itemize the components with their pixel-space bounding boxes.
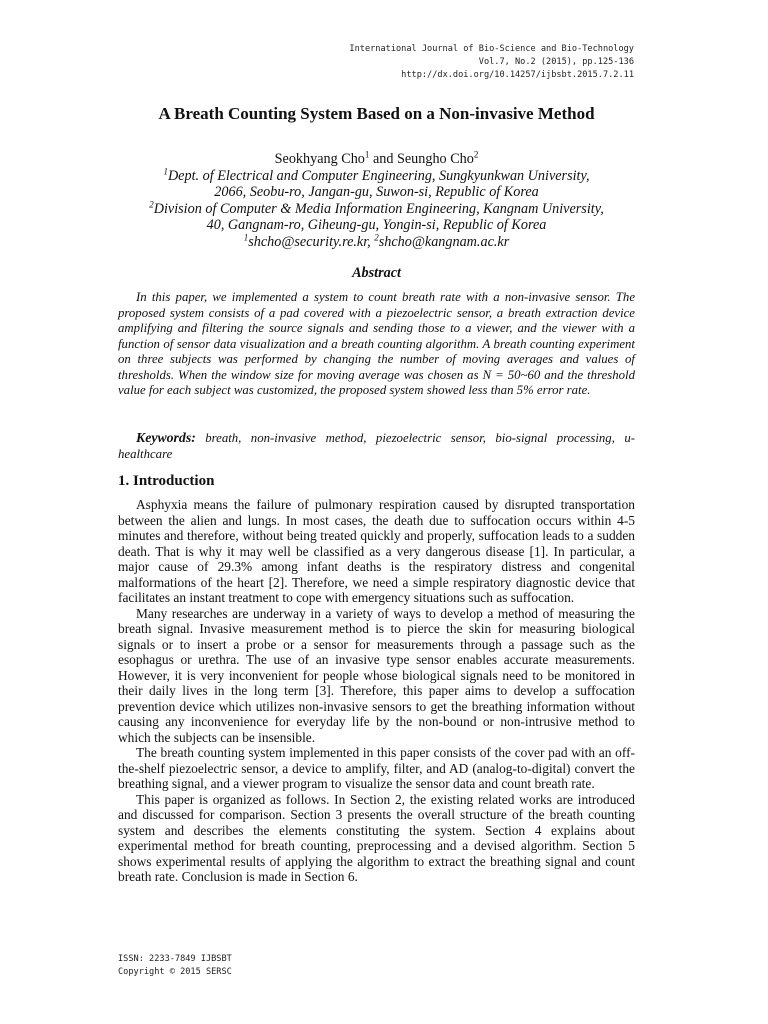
section-heading-introduction: 1. Introduction (118, 473, 215, 489)
author-2-sup: 2 (473, 149, 479, 160)
affiliation-1-sup: 1 (163, 165, 168, 176)
introduction-body (118, 497, 635, 885)
email-1[interactable]: shcho@security.re.kr, (248, 233, 375, 250)
author-1-sup: 1 (364, 149, 370, 160)
doi-link[interactable]: http://dx.doi.org/10.14257/ijbsbt.2015.7.2.11 (401, 70, 634, 80)
author-2: Seungho Cho (396, 151, 474, 167)
page-footer (118, 953, 418, 979)
journal-name: International Journal of Bio-Science and Bio-Technology (349, 44, 634, 54)
affiliation-2-sup: 2 (149, 198, 154, 209)
intro-paragraph: This paper is organized as follows. In Section 2, the existing related works are introduced and discussed for comparison. Section 3 presents the overall structure of the breath counting system and describes the elements constituting the system. Section 4 explains about experimental method for breath counting, preprocessing and a devised algorithm. Section 5 shows experimental results of applying the algorithm to extract the breathing signal and count breath rate. Conclusion is made in Section 6. (118, 791, 635, 884)
abstract-text: In this paper, we implemented a system to count breath rate with a non-invasive sensor. The proposed system consists of a pad covered with a piezoelectric sensor, a breath extraction device amplifying and filtering the source signals and sending those to a viewer, and the viewer with a function of sensor data visualization and a breath counting algorithm. A breath counting experiment on three subjects was performed by changing the number of moving averages and values of thresholds. When the window size for moving average was chosen as N = 50~60 and the threshold value for each subject was customized, the proposed system showed less than 5% error rate. (118, 290, 635, 397)
keywords-label: Keywords: (136, 430, 196, 445)
email-line (118, 231, 635, 251)
intro-paragraph: Asphyxia means the failure of pulmonary respiration caused by disrupted transportation between the alien and lungs. In most cases, the death due to suffocation occurs within 4-5 minutes and therefore, without being treated quickly and properly, suffocation leads to a sudden death. That is why it may well be classified as a very dangerous disease [1]. In particular, a major cause of 29.3% among infant deaths is the respiratory distress and congenital malformations of the heart [2]. Therefore, we need a simple respiratory diagnostic device that facilitates an instant treatment to cope with emergency situations such as suffocation. (118, 497, 635, 605)
author-line (118, 151, 635, 168)
author-block (118, 151, 635, 250)
email-2-sup: 2 (374, 231, 379, 242)
abstract-heading: Abstract (352, 265, 401, 281)
journal-volume: Vol.7, No.2 (2015), pp.125-136 (478, 57, 634, 67)
affiliation-2-line-2: 40, Gangnam-ro, Giheung-gu, Yongin-si, Republic of Korea (206, 217, 547, 233)
intro-paragraph: The breath counting system implemented in this paper consists of the cover pad with an off-the-shelf piezoelectric sensor, a device to amplify, filter, and AD (analog-to-digital) convert the breathing signal, and a viewer program to visualize the sensor data and count breath rate. (118, 745, 635, 791)
email-2[interactable]: shcho@kangnam.ac.kr (378, 233, 510, 250)
keywords (118, 430, 635, 462)
journal-header (134, 43, 634, 82)
intro-paragraph: Many researches are underway in a variety of ways to develop a method of measuring the breath signal. Invasive measurement method is to pierce the skin for measuring biological signals or to insert a probe or a sensor for measurements through a passage such as the esophagus or urethra. The use of an invasive type sensor enables accurate measurements. However, it is very inconvenient for people whose biological signals need to be monitored in their daily lives in the long term [3]. Therefore, this paper aims to develop a suffocation prevention device which utilizes non-invasive sensors to get the breathing information without causing any inconvenience for everyday life by the non-bound or non-intrusive method to which the subjects can be insensible. (118, 605, 635, 745)
affiliation-1-line-1 (118, 165, 635, 185)
author-conjunction: and (369, 151, 397, 167)
issn: ISSN: 2233-7849 IJBSBT (118, 954, 232, 964)
copyright: Copyright © 2015 SERSC (118, 967, 232, 977)
affiliation-1-text: Dept. of Electrical and Computer Engineering, Sungkyunkwan University, (167, 167, 590, 184)
email-1-sup: 1 (243, 231, 249, 242)
affiliation-2-line-1 (118, 198, 635, 218)
paper-title: A Breath Counting System Based on a Non-invasive Method (158, 104, 595, 123)
author-1: Seokhyang Cho (274, 151, 365, 167)
affiliation-2-text: Division of Computer & Media Information Engineering, Kangnam University, (153, 200, 604, 217)
affiliation-1-line-2: 2066, Seobu-ro, Jangan-gu, Suwon-si, Republic of Korea (214, 184, 539, 200)
keywords-text: breath, non-invasive method, piezoelectric sensor, bio-signal processing, u-healthcare (118, 431, 635, 461)
